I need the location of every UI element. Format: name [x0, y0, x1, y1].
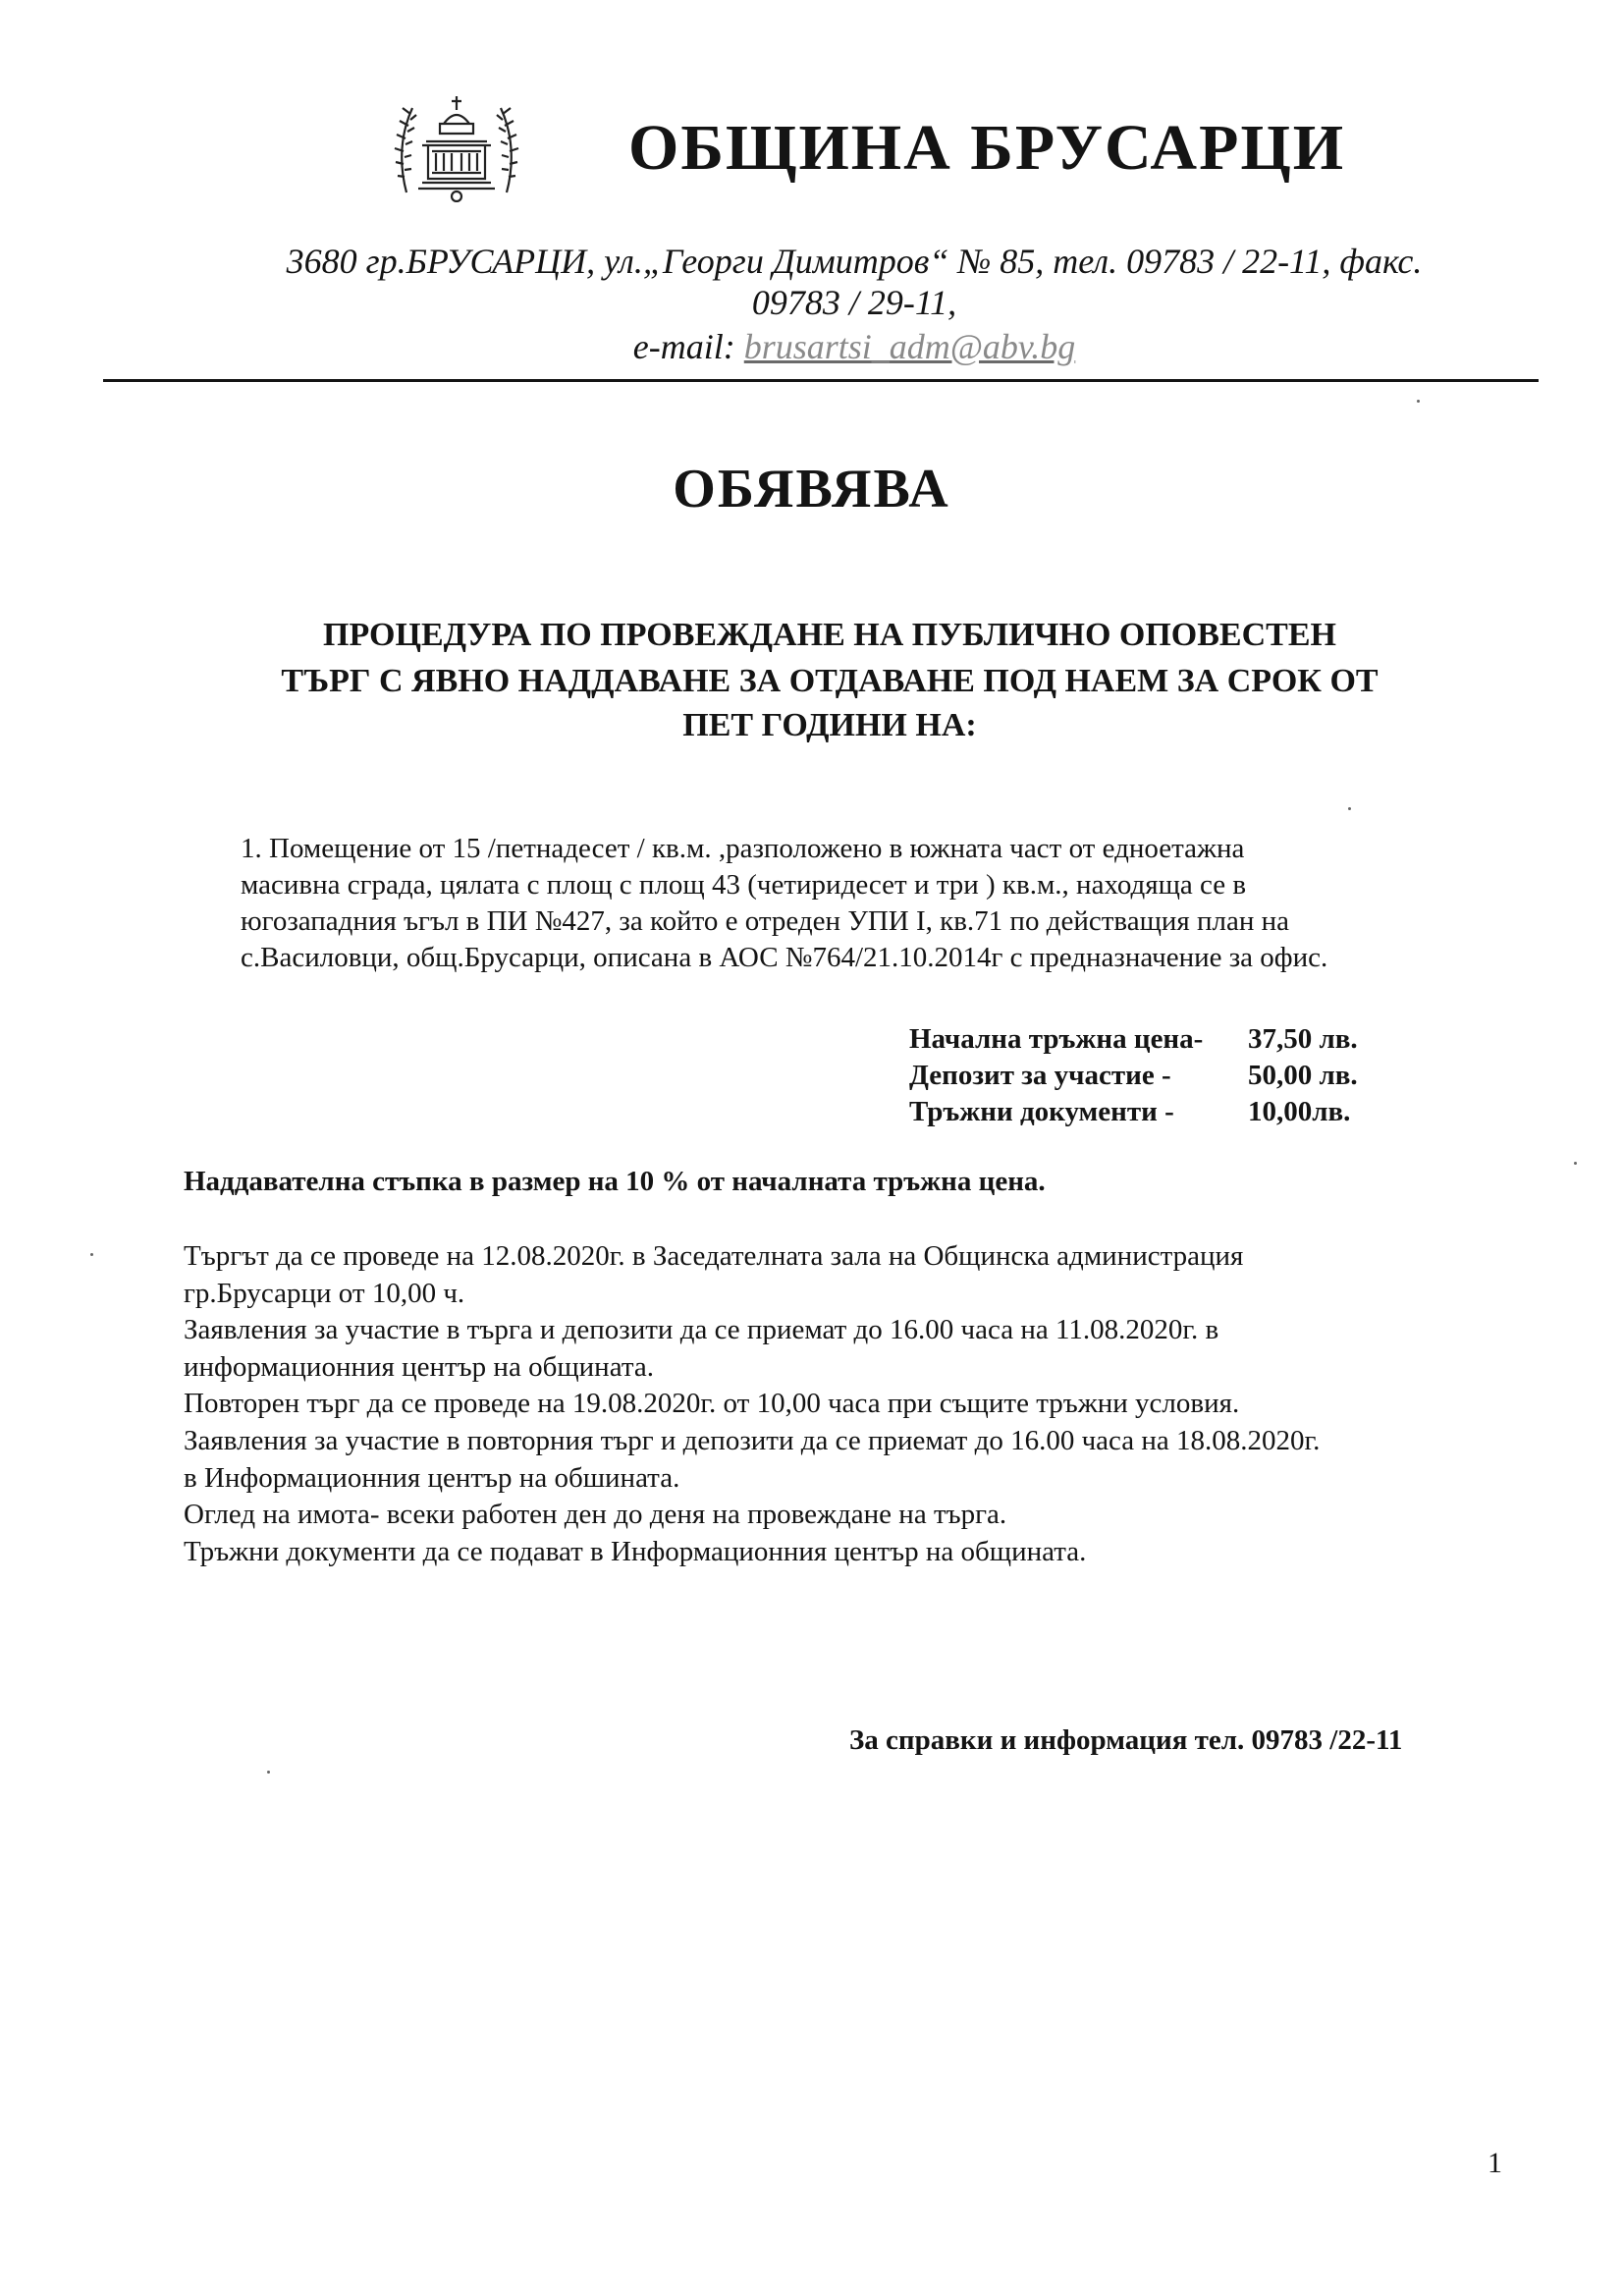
municipality-emblem — [393, 94, 520, 202]
price-row-deposit — [909, 1058, 1358, 1094]
bid-step: Наддавателна стъпка в размер на 10 % от началната тръжна цена. — [184, 1166, 1046, 1197]
email-label: e-mail: — [632, 327, 735, 366]
scan-speck — [90, 1253, 93, 1256]
condition-line: в Информационния център на обшината. — [184, 1461, 680, 1494]
price-row-starting — [909, 1021, 1358, 1058]
condition-line: Повторен търг да се проведе на 19.08.2020г. от 10,00 часа при същите тръжни условия. — [184, 1388, 1240, 1420]
price-table — [909, 1021, 1358, 1130]
scan-speck — [1417, 400, 1420, 403]
procedure-heading-line-2: ТЪРГ С ЯВНО НАДДАВАНЕ ЗА ОТДАВАНЕ ПОД НАЕМ ЗА СРОК ОТ — [281, 663, 1379, 699]
contact-info: За справки и информация тел. 09783 /22-11 — [849, 1724, 1403, 1756]
condition-line: Оглед на имота- всеки работен ден до деня на провеждане на търга. — [184, 1499, 1007, 1531]
scan-speck — [267, 1771, 270, 1774]
condition-line: Заявления за участие в повторния търг и депозити да се приемат до 16.00 часа на 18.08.2020г. — [184, 1424, 1321, 1456]
procedure-heading-line-3: ПЕТ ГОДИНИ НА: — [682, 707, 977, 743]
condition-line: Търгът да се проведе на 12.08.2020г. в Заседателната зала на Общинска администрация — [184, 1240, 1244, 1272]
procedure-heading-line-1: ПРОЦЕДУРА ПО ПРОВЕЖДАНЕ НА ПУБЛИЧНО ОПОВЕСТЕН — [323, 617, 1336, 653]
description-line: югозападния ъгъл в ПИ №427, за който е отреден УПИ I, кв.71 по действащия план на — [241, 905, 1290, 937]
condition-line: информационния център на общината. — [184, 1350, 654, 1383]
announcement-title: ОБЯВЯВА — [673, 459, 950, 519]
description-line: 1. Помещение от 15 /петнадесет / кв.м. ,разположено в южната част от едноетажна — [241, 833, 1245, 864]
condition-line: гр.Брусарци от 10,00 ч. — [184, 1277, 465, 1309]
email-link[interactable]: brusartsi_adm@abv.bg — [743, 327, 1076, 366]
auction-conditions — [184, 1238, 1539, 1570]
description-line: масивна сграда, цялата с площ с площ 43 (четиридесет и три ) кв.м., находяща се в — [241, 869, 1247, 901]
price-value: 50,00 лв. — [1248, 1060, 1358, 1091]
header-divider — [103, 379, 1539, 382]
price-value: 37,50 лв. — [1248, 1023, 1358, 1055]
email-line — [177, 329, 1532, 364]
condition-line: Заявления за участие в търга и депозити да се приемат до 16.00 часа на 11.08.2020г. в — [184, 1314, 1219, 1346]
scan-speck — [1574, 1162, 1577, 1165]
scan-speck — [1348, 807, 1351, 810]
condition-line: Тръжни документи да се подават в Информационния център на общината. — [184, 1535, 1087, 1567]
description-line: с.Василовци, общ.Брусарци, описана в АОС №764/21.10.2014г с предназначение за офис. — [241, 942, 1328, 973]
address-line-1: 3680 гр.БРУСАРЦИ, ул.„Георги Димитров“ № 85, тел. 09783 / 22-11, факс. — [286, 242, 1423, 281]
price-label: Начална тръжна цена- — [909, 1023, 1204, 1055]
address-line-2: 09783 / 29-11, — [751, 283, 957, 322]
page-number: 1 — [1488, 2147, 1502, 2179]
price-value: 10,00лв. — [1248, 1096, 1351, 1127]
price-label: Тръжни документи - — [909, 1096, 1174, 1127]
property-description — [241, 831, 1546, 976]
municipality-title: ОБЩИНА БРУСАРЦИ — [628, 112, 1346, 184]
price-row-documents — [909, 1094, 1358, 1130]
price-label: Депозит за участие - — [909, 1060, 1171, 1091]
